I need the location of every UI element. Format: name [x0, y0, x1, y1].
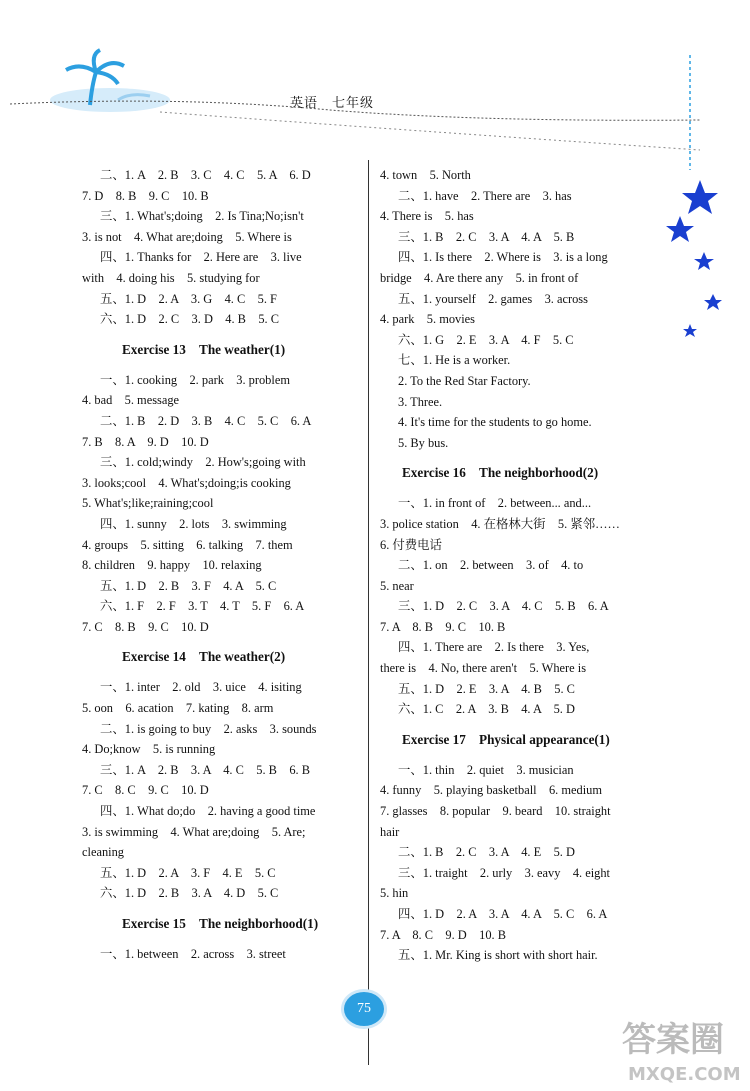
answer-line: 6. 付费电话 [380, 537, 442, 552]
answer-line: 4. There is 5. has [380, 209, 474, 224]
answer-line: 二、1. have 2. There are 3. has [398, 188, 572, 203]
answer-line: 三、1. D 2. C 3. A 4. C 5. B 6. A [398, 599, 609, 614]
page-header-title: 英语 七年级 [290, 96, 375, 111]
answer-line: 7. B 8. A 9. D 10. D [82, 434, 209, 449]
answer-column-left [82, 165, 382, 965]
answer-line: 5. near [380, 578, 414, 593]
answer-line: 五、1. D 2. A 3. G 4. C 5. F [100, 291, 277, 306]
exercise-heading: Exercise 17 Physical appearance(1) [402, 731, 610, 747]
answer-line: 7. A 8. B 9. C 10. B [380, 619, 506, 634]
answer-line: 5. By bus. [398, 435, 449, 450]
answer-line: 四、1. There are 2. Is there 3. Yes, [398, 640, 590, 655]
answer-line: 五、1. D 2. E 3. A 4. B 5. C [398, 681, 575, 696]
answer-line: 4. groups 5. sitting 6. talking 7. them [82, 537, 293, 552]
answer-column-right [380, 165, 680, 966]
answer-line: 五、1. yourself 2. games 3. across [398, 291, 588, 306]
answer-line: 7. glasses 8. popular 9. beard 10. straight [380, 804, 611, 819]
answer-line: 3. Three. [398, 394, 443, 409]
star-icon [704, 294, 722, 310]
answer-line: 四、1. Thanks for 2. Here are 3. live [100, 250, 302, 265]
star-icon [683, 324, 697, 337]
answer-line: 7. A 8. C 9. D 10. B [380, 927, 506, 942]
palm-tree-icon [50, 50, 170, 112]
answer-line: 三、1. A 2. B 3. A 4. C 5. B 6. B [100, 762, 310, 777]
answer-line: 4. funny 5. playing basketball 6. medium [380, 783, 602, 798]
answer-line: 4. It's time for the students to go home. [398, 415, 592, 430]
answer-line: with 4. doing his 5. studying for [82, 270, 260, 285]
watermark-logo: 答案圈 [622, 1020, 724, 1060]
answer-line: 三、1. B 2. C 3. A 4. A 5. B [398, 229, 575, 244]
answer-line: hair [380, 824, 400, 839]
answer-line: 三、1. traight 2. urly 3. eavy 4. eight [398, 865, 610, 880]
answer-line: 四、1. sunny 2. lots 3. swimming [100, 516, 287, 531]
page-number: 75 [344, 992, 384, 1026]
answer-line: 5. oon 6. acation 7. kating 8. arm [82, 701, 274, 716]
exercise-heading: Exercise 16 The neighborhood(2) [402, 465, 599, 481]
answer-line: bridge 4. Are there any 5. in front of [380, 270, 579, 285]
answer-line: 四、1. D 2. A 3. A 4. A 5. C 6. A [398, 907, 608, 921]
answer-line: 六、1. G 2. E 3. A 4. F 5. C [398, 332, 574, 347]
answer-line: 四、1. Is there 2. Where is 3. is a long [398, 250, 608, 265]
answer-line: 一、1. inter 2. old 3. uice 4. isiting [100, 680, 302, 695]
answer-line: 2. To the Red Star Factory. [398, 373, 531, 388]
answer-line: there is 4. No, there aren't 5. Where is [380, 661, 587, 676]
answer-line: 4. town 5. North [380, 168, 471, 182]
star-icon [682, 180, 718, 214]
answer-line: 5. hin [380, 886, 409, 901]
answer-line: 二、1. on 2. between 3. of 4. to [398, 558, 584, 573]
exercise-heading: Exercise 15 The neighborhood(1) [122, 916, 319, 931]
answer-line: 六、1. D 2. B 3. A 4. D 5. C [100, 886, 279, 901]
answer-line: 五、1. D 2. A 3. F 4. E 5. C [100, 865, 276, 880]
answer-line: 8. children 9. happy 10. relaxing [82, 558, 262, 573]
answer-line: 7. C 8. B 9. C 10. D [82, 619, 209, 634]
answer-line: 一、1. cooking 2. park 3. problem [100, 372, 290, 387]
answer-line: 一、1. in front of 2. between... and... [398, 496, 592, 511]
answer-line: cleaning [82, 845, 124, 860]
answer-line: 六、1. C 2. A 3. B 4. A 5. D [398, 702, 575, 717]
answer-line: 3. looks;cool 4. What's;doing;is cooking [82, 475, 291, 490]
watermark-url: MXQE.COM [628, 1064, 741, 1085]
answer-line: 四、1. What do;do 2. having a good time [100, 804, 316, 819]
answer-line: 一、1. thin 2. quiet 3. musician [398, 762, 574, 777]
answer-line: 三、1. cold;windy 2. How's;going with [100, 455, 306, 470]
answer-line: 4. park 5. movies [380, 312, 475, 327]
answer-line: 二、1. B 2. C 3. A 4. E 5. D [398, 845, 575, 860]
answer-line: 一、1. between 2. across 3. street [100, 947, 286, 961]
star-icon [694, 252, 714, 270]
answer-line: 二、1. is going to buy 2. asks 3. sounds [100, 721, 317, 736]
header-decoration [0, 0, 750, 170]
answer-line: 七、1. He is a worker. [398, 353, 511, 368]
answer-line: 五、1. D 2. B 3. F 4. A 5. C [100, 578, 277, 593]
answer-line: 五、1. Mr. King is short with short hair. [398, 948, 598, 963]
exercise-heading: Exercise 13 The weather(1) [122, 341, 286, 357]
answer-line: 3. is swimming 4. What are;doing 5. Are; [82, 824, 306, 839]
exercise-heading: Exercise 14 The weather(2) [122, 649, 286, 665]
answer-line: 3. police station 4. 在格林大街 5. 紧邻…… [380, 516, 620, 531]
answer-line: 六、1. D 2. C 3. D 4. B 5. C [100, 312, 279, 327]
answer-line: 二、1. B 2. D 3. B 4. C 5. C 6. A [100, 413, 312, 428]
answer-line: 3. is not 4. What are;doing 5. Where is [82, 229, 292, 244]
answer-line: 三、1. What's;doing 2. Is Tina;No;isn't [100, 209, 304, 224]
answer-line: 4. Do;know 5. is running [82, 742, 216, 757]
answer-line: 7. D 8. B 9. C 10. B [82, 188, 209, 203]
answer-line: 5. What's;like;raining;cool [82, 496, 214, 511]
answer-line: 4. bad 5. message [82, 393, 180, 408]
answer-line: 二、1. A 2. B 3. C 4. C 5. A 6. D [100, 168, 311, 182]
answer-line: 六、1. F 2. F 3. T 4. T 5. F 6. A [100, 599, 305, 614]
answer-line: 7. C 8. C 9. C 10. D [82, 783, 209, 798]
